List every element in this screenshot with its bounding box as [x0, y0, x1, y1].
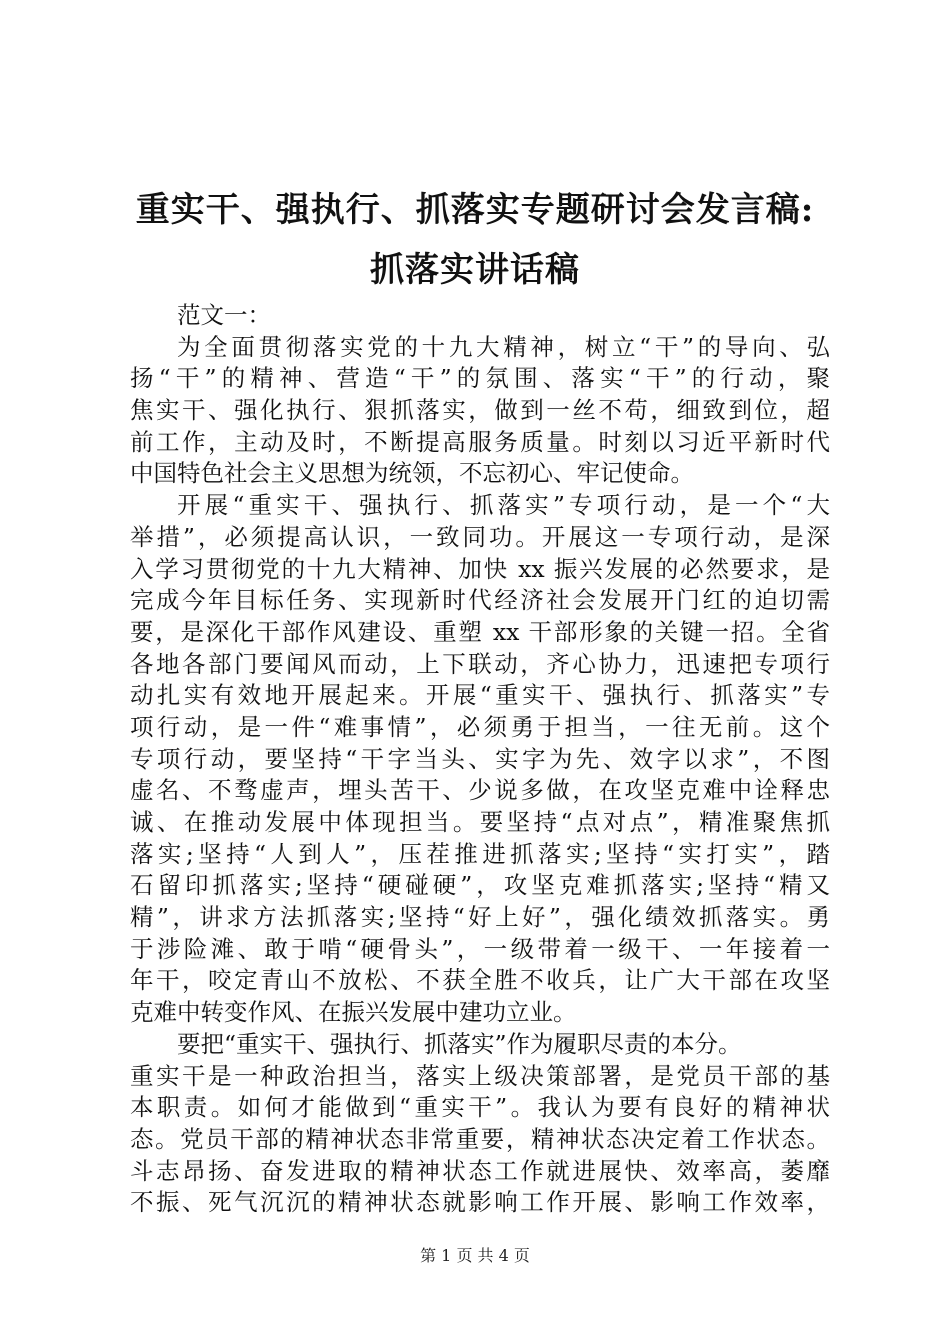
text-line: 中国特色社会主义思想为统领，不忘初心、牢记使命。 — [130, 459, 694, 488]
text-line: 专项行动，要坚持“干字当头、实字为先、效字以求”，不图 — [130, 744, 830, 773]
text-line: 态。党员干部的精神状态非常重要，精神状态决定着工作状态。 — [130, 1124, 830, 1153]
text-line: 斗志昂扬、奋发进取的精神状态工作就进展快、效率高，萎靡 — [130, 1156, 830, 1185]
text-line: 精”，讲求方法抓落实;坚持“好上好”，强化绩效抓落实。勇 — [130, 903, 830, 932]
text-line: 不振、死气沉沉的精神状态就影响工作开展、影响工作效率， — [130, 1188, 830, 1217]
text-line: 举措”，必须提高认识，一致同功。开展这一专项行动，是深 — [130, 522, 830, 551]
text-line: 年干，咬定青山不放松、不获全胜不收兵，让广大干部在攻坚 — [130, 966, 830, 995]
text-line: 为全面贯彻落实党的十九大精神，树立“干”的导向、弘 — [177, 332, 830, 361]
text-line: 虚名、不骛虚声，埋头苦干、少说多做，在攻坚克难中诠释忠 — [130, 776, 830, 805]
text-line: 诚、在推动发展中体现担当。要坚持“点对点”，精准聚焦抓 — [130, 808, 830, 836]
page-number: 第 1 页 共 4 页 — [420, 1246, 530, 1265]
text-line: 前工作，主动及时，不断提高服务质量。时刻以习近平新时代 — [130, 427, 830, 456]
text-line: 石留印抓落实;坚持“硬碰硬”，攻坚克难抓落实;坚持“精又 — [130, 871, 830, 900]
text-line: 开展“重实干、强执行、抓落实”专项行动，是一个“大 — [177, 491, 830, 520]
text-line: 要，是深化干部作风建设、重塑 xx 干部形象的关键一招。全省 — [130, 617, 830, 646]
text-line: 各地各部门要闻风而动，上下联动，齐心协力，迅速把专项行 — [130, 649, 830, 678]
text-line: 于涉险滩、敢于啃“硬骨头”，一级带着一级干、一年接着一 — [130, 934, 830, 963]
text-line: 项行动，是一件“难事情”，必须勇于担当，一往无前。这个 — [130, 712, 830, 741]
text-line: 扬“干”的精神、营造“干”的氛围、落实“干”的行动，聚 — [130, 364, 830, 393]
text-line: 克难中转变作风、在振兴发展中建功立业。 — [130, 998, 577, 1027]
text-line: 入学习贯彻党的十九大精神、加快 xx 振兴发展的必然要求，是 — [130, 554, 830, 583]
text-line: 落实;坚持“人到人”，压茬推进抓落实;坚持“实打实”，踏 — [130, 839, 830, 868]
text-line: 范文一： — [177, 301, 271, 329]
document-title-line-1: 重实干、强执行、抓落实专题研讨会发言稿: — [135, 190, 815, 230]
text-line: 动扎实有效地开展起来。开展“重实干、强执行、抓落实”专 — [130, 681, 830, 710]
document-title-line-2: 抓落实讲话稿 — [370, 250, 580, 290]
document-body — [130, 300, 830, 1219]
text-line: 要把“重实干、强执行、抓落实”作为履职尽责的本分。 — [177, 1029, 742, 1058]
text-line: 焦实干、强化执行、狠抓落实，做到一丝不苟，细致到位，超 — [130, 396, 830, 425]
text-line: 重实干是一种政治担当，落实上级决策部署，是党员干部的基 — [130, 1061, 830, 1090]
text-line: 完成今年目标任务、实现新时代经济社会发展开门红的迫切需 — [130, 586, 830, 615]
text-line: 本职责。如何才能做到“重实干”。我认为要有良好的精神状 — [130, 1093, 830, 1122]
